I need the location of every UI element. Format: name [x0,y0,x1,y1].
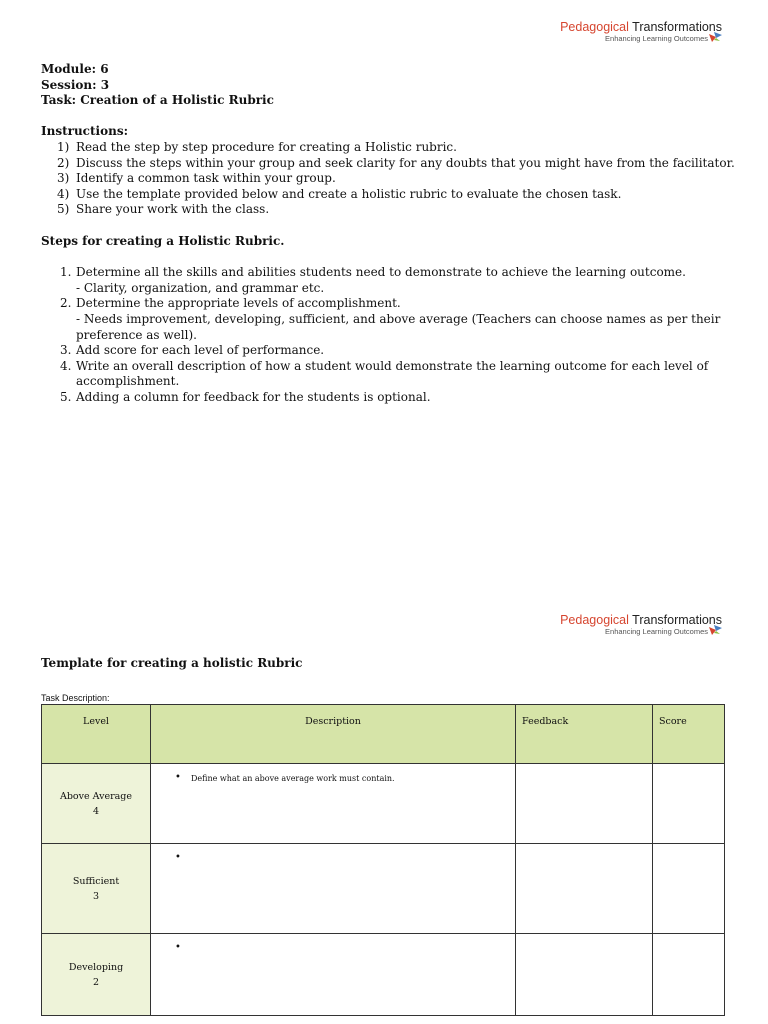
instruction-text: Identify a common task within your group. [76,171,336,186]
instruction-text: Discuss the steps within your group and seek clarity for any doubts that you might have from the facilitator. [76,155,735,170]
step-text: Adding a column for feedback for the students is optional. [76,389,431,404]
description-text [175,854,191,863]
logo-tagline-text: Enhancing Learning Outcomes [605,627,708,636]
instruction-item [41,187,731,203]
step-subtext: - Clarity, organization, and grammar etc. [76,280,325,295]
instruction-text: Use the template provided below and create a holistic rubric to evaluate the chosen task. [76,186,622,201]
logo-tagline [522,627,722,636]
level-number: 3 [92,890,100,902]
step-text: Determine all the skills and abilities students need to demonstrate to achieve the learning outcome. [76,265,686,280]
description-bullet [151,764,515,783]
steps-heading: Steps for creating a Holistic Rubric. [41,233,285,248]
table-row [42,764,725,844]
task-description-label: Task Description: [41,693,110,703]
instruction-text: Share your work with the class. [76,202,270,217]
instruction-item [41,202,731,218]
description-cell[interactable] [151,844,516,934]
step-item [41,390,731,406]
step-item [41,296,731,343]
level-cell [42,764,151,844]
logo-name-dark: Transformations [632,613,722,627]
table-header-row [42,705,725,764]
step-subtext: preference as well). [76,327,197,342]
table-row [42,934,725,1016]
step-item [41,343,731,359]
description-text [175,944,191,953]
step-text: Write an overall description of how a student would demonstrate the learning outcome for each level of [76,358,709,373]
logo-title [522,20,722,34]
step-number: 2. [60,296,72,311]
logo-top [522,20,722,43]
level-cell [42,934,151,1016]
steps-list [41,265,731,405]
column-header-text: Description [305,716,361,727]
level-name: Sufficient [72,875,120,887]
column-header-text: Feedback [522,716,569,727]
feedback-cell[interactable] [516,764,653,844]
score-cell[interactable] [653,844,725,934]
instruction-item [41,155,735,172]
description-cell[interactable] [151,764,516,844]
logo-name-red: Pedagogical [560,20,629,34]
column-header-level [42,705,151,764]
step-item [41,265,731,296]
description-cell[interactable] [151,934,516,1016]
description-bullet [151,844,515,863]
column-header-text: Score [659,716,687,727]
instruction-item [41,140,731,156]
rubric-table [41,704,725,1016]
logo-tagline [522,34,722,43]
logo-name-red: Pedagogical [560,613,629,627]
step-subtext: - Needs improvement, developing, sufficient, and above average (Teachers can choose names as per their [76,311,721,326]
document-body [41,62,735,405]
step-text: Add score for each level of performance. [76,343,325,358]
step-number: 3. [60,343,72,358]
description-bullet [151,934,515,953]
instruction-item [41,171,731,187]
instruction-number: 4) [57,186,70,201]
instruction-number: 1) [57,139,70,154]
score-cell[interactable] [653,934,725,1016]
template-title: Template for creating a holistic Rubric [41,656,303,670]
level-cell [42,844,151,934]
module-label: Module: 6 [41,62,109,76]
level-name: Above Average [59,790,133,802]
column-header-feedback [516,705,653,764]
logo-name-dark: Transformations [632,20,722,34]
logo-bird-icon [709,625,722,636]
step-number: 5. [60,389,72,404]
score-cell[interactable] [653,764,725,844]
instruction-number: 3) [57,171,70,186]
column-header-description [151,705,516,764]
step-number: 1. [60,265,72,280]
step-text: Determine the appropriate levels of accomplishment. [76,296,401,311]
level-number: 4 [92,805,100,817]
task-title: Task: Creation of a Holistic Rubric [41,93,274,108]
step-subtext: accomplishment. [76,374,180,389]
instruction-number: 5) [57,202,70,217]
instructions-list [41,139,735,218]
logo-tagline-text: Enhancing Learning Outcomes [605,34,708,43]
level-name: Developing [68,961,124,973]
instruction-number: 2) [57,155,70,170]
step-number: 4. [60,358,72,373]
feedback-cell[interactable] [516,844,653,934]
instruction-text: Read the step by step procedure for creating a Holistic rubric. [76,139,457,154]
logo-title [522,613,722,627]
description-text: Define what an above average work must contain. [191,774,395,783]
column-header-text: Level [83,716,109,727]
logo-bird-icon [709,32,722,43]
instructions-heading: Instructions: [41,124,129,139]
table-row [42,844,725,934]
feedback-cell[interactable] [516,934,653,1016]
session-label: Session: 3 [41,77,110,92]
level-number: 2 [92,976,100,988]
step-item [41,359,731,390]
logo-second [522,613,722,636]
column-header-score [653,705,725,764]
